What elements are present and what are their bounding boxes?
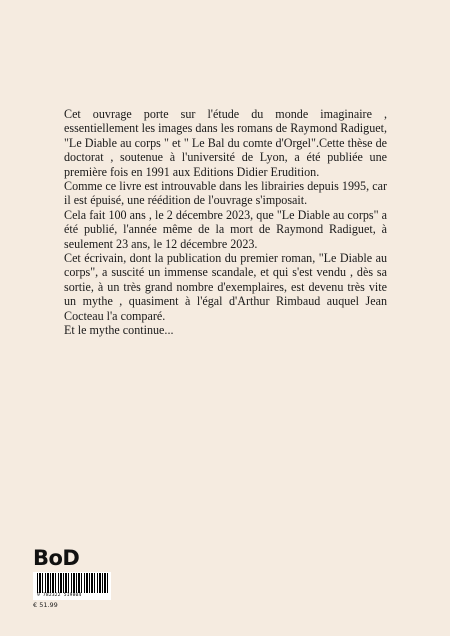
back-cover-blurb <box>64 107 387 338</box>
barcode-digits: 9 782322 519804 <box>37 593 82 598</box>
blurb-paragraph: Et le mythe continue... <box>64 323 174 338</box>
isbn-barcode <box>33 572 111 600</box>
price-label: € 51.99 <box>33 601 58 609</box>
blurb-paragraph: Cet ouvrage porte sur l'étude du monde imaginaire , essentiellement les images dans les romans de Raymond Radiguet, "Le Diable au corps " et " Le Bal du comte d'Orgel".Cette thèse de doctorat , soutenue à l'université de Lyon, a été publiée une première fois en 1991 aux Editions Didier Erudition. <box>64 107 387 179</box>
blurb-paragraph: Cet écrivain, dont la publication du premier roman, "Le Diable au corps", a suscité un immense scandale, et qui s'est vendu , dès sa sortie, à un très grand nombre d'exemplaires, est devenu très vite un mythe , quasiment à l'égal d'Arthur Rimbaud auquel Jean Cocteau l'a comparé. <box>64 251 387 323</box>
publisher-block <box>33 547 123 627</box>
barcode-bars <box>37 573 109 593</box>
publisher-logo: BoD <box>33 546 80 570</box>
blurb-paragraph: Cela fait 100 ans , le 2 décembre 2023, que "Le Diable au corps" a été publié, l'année même de la mort de Raymond Radiguet, à seulement 23 ans, le 12 décembre 2023. <box>64 207 387 251</box>
blurb-paragraph: Comme ce livre est introuvable dans les librairies depuis 1995, car il est épuisé, une réédition de l'ouvrage s'imposait. <box>64 179 387 208</box>
